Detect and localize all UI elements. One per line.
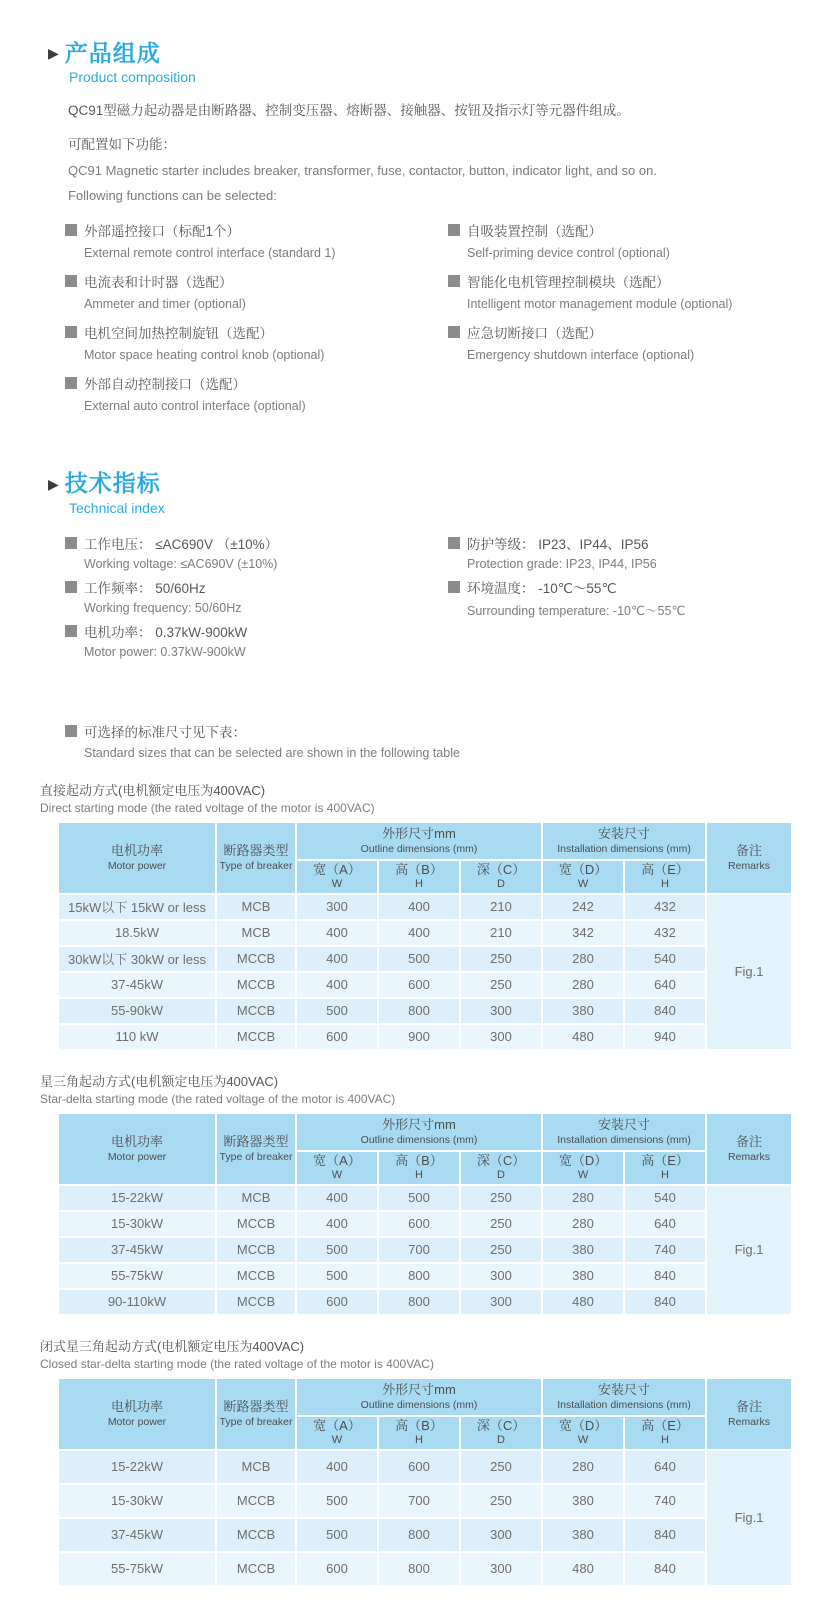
col-group-outline-dimensions-cn: 外形尺寸mm bbox=[382, 1382, 456, 1398]
col-header-breaker-type-en: Type of breaker bbox=[219, 1415, 293, 1428]
cell-dimension: 210 bbox=[461, 921, 541, 945]
cell-dimension: 250 bbox=[461, 1451, 541, 1483]
cell-breaker-type: MCB bbox=[217, 895, 295, 919]
tables-area bbox=[0, 780, 830, 1587]
section-title-en: Technical index bbox=[69, 499, 165, 516]
col-header-remarks-en: Remarks bbox=[728, 859, 771, 872]
cell-dimension: 280 bbox=[543, 1212, 623, 1236]
feature-columns bbox=[0, 220, 830, 424]
standard-sizes-note bbox=[65, 721, 830, 760]
col-header-remarks-cn: 备注 bbox=[736, 843, 763, 859]
cell-dimension: 500 bbox=[297, 999, 377, 1023]
spec-item-label-en: Working frequency: 50/60Hz bbox=[84, 600, 242, 615]
table-row bbox=[59, 1186, 791, 1210]
cell-breaker-type: MCCB bbox=[217, 1212, 295, 1236]
cell-motor-power: 110 kW bbox=[59, 1025, 215, 1049]
cell-remarks: Fig.1 bbox=[707, 895, 791, 1049]
col-header-breaker-type-en: Type of breaker bbox=[219, 1150, 293, 1163]
cell-motor-power: 30kW以下 30kW or less bbox=[59, 947, 215, 971]
col-header-breaker-type-cn: 断路器类型 bbox=[223, 1134, 289, 1150]
col-group-installation-dimensions-cn: 安装尺寸 bbox=[598, 1117, 651, 1133]
table-section-star-delta bbox=[40, 1071, 830, 1316]
cell-dimension: 480 bbox=[543, 1025, 623, 1049]
feature-item bbox=[448, 220, 830, 260]
col-subheader-height-b: 高（B） H bbox=[379, 1152, 459, 1184]
cell-dimension: 400 bbox=[297, 947, 377, 971]
cell-motor-power: 15-30kW bbox=[59, 1485, 215, 1517]
square-bullet-icon bbox=[65, 625, 77, 637]
spec-item-label-cn: 环境温度： -10℃～55℃ bbox=[467, 580, 617, 596]
col-header-motor-power-cn: 电机功率 bbox=[110, 1134, 163, 1150]
cell-dimension: 280 bbox=[543, 973, 623, 997]
col-header-remarks-en: Remarks bbox=[728, 1150, 771, 1163]
col-group-installation-dimensions bbox=[543, 1114, 705, 1150]
feature-item-label-en: Emergency shutdown interface (optional) bbox=[467, 348, 695, 363]
cell-dimension: 380 bbox=[543, 999, 623, 1023]
catalog-page bbox=[0, 40, 830, 1616]
cell-dimension: 840 bbox=[625, 1519, 705, 1551]
feature-item-label-cn: 自吸装置控制（选配） bbox=[467, 224, 602, 240]
cell-dimension: 300 bbox=[461, 1264, 541, 1288]
spec-item bbox=[448, 533, 830, 571]
table-row bbox=[59, 1238, 791, 1262]
cell-dimension: 800 bbox=[379, 1519, 459, 1551]
cell-dimension: 500 bbox=[297, 1519, 377, 1551]
section-title-cn: 技术指标 bbox=[64, 470, 161, 497]
feature-item bbox=[65, 322, 400, 362]
feature-item bbox=[448, 322, 830, 362]
note-text-cn: 可选择的标准尺寸见下表： bbox=[84, 724, 246, 740]
cell-dimension: 800 bbox=[379, 1553, 459, 1585]
col-subheader-width-d: 宽（D） W bbox=[543, 1417, 623, 1449]
cell-breaker-type: MCB bbox=[217, 1186, 295, 1210]
cell-dimension: 800 bbox=[379, 999, 459, 1023]
col-group-installation-dimensions bbox=[543, 823, 705, 859]
cell-breaker-type: MCCB bbox=[217, 1290, 295, 1314]
cell-dimension: 300 bbox=[297, 895, 377, 919]
cell-dimension: 600 bbox=[297, 1025, 377, 1049]
section-technical-index-header bbox=[48, 470, 830, 515]
feature-item-label-en: Motor space heating control knob (optional) bbox=[84, 348, 325, 363]
col-header-motor-power-cn: 电机功率 bbox=[110, 1399, 163, 1415]
col-header-breaker-type-cn: 断路器类型 bbox=[223, 843, 289, 859]
cell-motor-power: 15-22kW bbox=[59, 1186, 215, 1210]
cell-breaker-type: MCB bbox=[217, 1451, 295, 1483]
col-header-breaker-type-cn: 断路器类型 bbox=[223, 1399, 289, 1415]
cell-breaker-type: MCCB bbox=[217, 1485, 295, 1517]
cell-dimension: 500 bbox=[297, 1485, 377, 1517]
cell-dimension: 342 bbox=[543, 921, 623, 945]
table-row bbox=[59, 895, 791, 919]
feature-item-label-en: External auto control interface (optional) bbox=[84, 399, 306, 414]
table-row bbox=[59, 947, 791, 971]
square-bullet-icon bbox=[448, 224, 460, 236]
cell-breaker-type: MCCB bbox=[217, 999, 295, 1023]
cell-breaker-type: MCCB bbox=[217, 1553, 295, 1585]
cell-dimension: 400 bbox=[297, 1212, 377, 1236]
feature-item bbox=[448, 271, 830, 311]
table-header-row bbox=[59, 1114, 791, 1150]
intro-paragraph-cn-1: QC91型磁力起动器是由断路器、控制变压器、熔断器、接触器、按钮及指示灯等元器件组成。 bbox=[68, 103, 630, 119]
product-intro bbox=[68, 99, 830, 203]
section-title-en: Product composition bbox=[69, 69, 196, 86]
table-caption-cn: 闭式星三角起动方式(电机额定电压为400VAC) bbox=[40, 1338, 305, 1354]
intro-paragraph-cn-2: 可配置如下功能： bbox=[68, 137, 176, 153]
cell-dimension: 432 bbox=[625, 895, 705, 919]
col-group-installation-dimensions-cn: 安装尺寸 bbox=[598, 826, 651, 842]
cell-motor-power: 18.5kW bbox=[59, 921, 215, 945]
square-bullet-icon bbox=[448, 581, 460, 593]
feature-item-label-en: Intelligent motor management module (optional) bbox=[467, 297, 733, 312]
table-section-direct-starting bbox=[40, 780, 830, 1051]
cell-breaker-type: MCCB bbox=[217, 1025, 295, 1049]
cell-dimension: 540 bbox=[625, 947, 705, 971]
feature-item-label-cn: 外部自动控制接口（选配） bbox=[84, 377, 246, 393]
col-header-motor-power-en: Motor power bbox=[107, 1415, 167, 1428]
cell-dimension: 600 bbox=[297, 1290, 377, 1314]
cell-dimension: 250 bbox=[461, 1485, 541, 1517]
col-header-remarks bbox=[707, 1379, 791, 1449]
cell-dimension: 640 bbox=[625, 973, 705, 997]
col-header-motor-power bbox=[59, 1379, 215, 1449]
cell-motor-power: 37-45kW bbox=[59, 1519, 215, 1551]
col-subheader-height-e: 高（E） H bbox=[625, 861, 705, 893]
cell-motor-power: 55-75kW bbox=[59, 1264, 215, 1288]
spec-table-closed-star-delta bbox=[57, 1377, 793, 1587]
cell-dimension: 900 bbox=[379, 1025, 459, 1049]
col-group-outline-dimensions bbox=[297, 823, 541, 859]
cell-dimension: 300 bbox=[461, 1553, 541, 1585]
table-row bbox=[59, 1485, 791, 1517]
feature-item-label-en: Ammeter and timer (optional) bbox=[84, 297, 246, 312]
cell-dimension: 400 bbox=[297, 1451, 377, 1483]
cell-dimension: 480 bbox=[543, 1290, 623, 1314]
cell-dimension: 640 bbox=[625, 1212, 705, 1236]
col-header-remarks bbox=[707, 823, 791, 893]
col-subheader-width-a: 宽（A） W bbox=[297, 1417, 377, 1449]
square-bullet-icon bbox=[448, 326, 460, 338]
col-group-installation-dimensions bbox=[543, 1379, 705, 1415]
table-caption-cn: 星三角起动方式(电机额定电压为400VAC) bbox=[40, 1073, 279, 1089]
cell-dimension: 250 bbox=[461, 1186, 541, 1210]
col-subheader-height-b: 高（B） H bbox=[379, 1417, 459, 1449]
cell-dimension: 280 bbox=[543, 1451, 623, 1483]
cell-dimension: 480 bbox=[543, 1553, 623, 1585]
spec-item bbox=[65, 533, 400, 571]
col-subheader-width-a: 宽（A） W bbox=[297, 861, 377, 893]
feature-item-label-cn: 电机空间加热控制旋钮（选配） bbox=[84, 326, 273, 342]
table-row bbox=[59, 1553, 791, 1585]
square-bullet-icon bbox=[65, 537, 77, 549]
feature-item-label-cn: 智能化电机管理控制模块（选配） bbox=[467, 275, 670, 291]
features-left-column bbox=[65, 220, 400, 424]
col-header-remarks-en: Remarks bbox=[728, 1415, 771, 1428]
cell-motor-power: 15kW以下 15kW or less bbox=[59, 895, 215, 919]
cell-dimension: 800 bbox=[379, 1290, 459, 1314]
table-row bbox=[59, 1451, 791, 1483]
cell-motor-power: 15-22kW bbox=[59, 1451, 215, 1483]
cell-dimension: 400 bbox=[379, 921, 459, 945]
cell-remarks: Fig.1 bbox=[707, 1186, 791, 1314]
table-section-closed-star-delta bbox=[40, 1336, 830, 1587]
intro-paragraph-en-2: Following functions can be selected: bbox=[68, 188, 277, 204]
cell-dimension: 500 bbox=[297, 1238, 377, 1262]
cell-dimension: 250 bbox=[461, 973, 541, 997]
cell-motor-power: 55-90kW bbox=[59, 999, 215, 1023]
cell-breaker-type: MCB bbox=[217, 921, 295, 945]
spec-item-label-en: Motor power: 0.37kW-900kW bbox=[84, 644, 246, 659]
intro-paragraph-en-1: QC91 Magnetic starter includes breaker, transformer, fuse, contactor, button, indicator light, and so on. bbox=[68, 163, 657, 179]
spec-item bbox=[65, 621, 400, 659]
cell-dimension: 250 bbox=[461, 1238, 541, 1262]
square-bullet-icon bbox=[65, 377, 77, 389]
feature-item-label-cn: 电流表和计时器（选配） bbox=[84, 275, 233, 291]
spec-columns bbox=[0, 533, 830, 665]
col-subheader-depth-c: 深（C） D bbox=[461, 1152, 541, 1184]
square-bullet-icon bbox=[448, 537, 460, 549]
feature-item-label-cn: 外部遥控接口（标配1个） bbox=[84, 224, 241, 240]
table-row bbox=[59, 1290, 791, 1314]
cell-dimension: 300 bbox=[461, 1290, 541, 1314]
square-bullet-icon bbox=[65, 725, 77, 737]
col-header-breaker-type-en: Type of breaker bbox=[219, 859, 293, 872]
cell-dimension: 600 bbox=[379, 973, 459, 997]
feature-item bbox=[65, 271, 400, 311]
spec-item-label-en: Surrounding temperature: -10℃～55℃ bbox=[467, 603, 686, 618]
cell-dimension: 500 bbox=[379, 947, 459, 971]
col-subheader-height-e: 高（E） H bbox=[625, 1152, 705, 1184]
feature-item-label-en: External remote control interface (standard 1) bbox=[84, 246, 336, 261]
table-row bbox=[59, 1264, 791, 1288]
cell-motor-power: 15-30kW bbox=[59, 1212, 215, 1236]
col-header-motor-power-cn: 电机功率 bbox=[110, 843, 163, 859]
table-row bbox=[59, 1025, 791, 1049]
col-group-outline-dimensions-cn: 外形尺寸mm bbox=[382, 1117, 456, 1133]
cell-motor-power: 90-110kW bbox=[59, 1290, 215, 1314]
cell-dimension: 700 bbox=[379, 1238, 459, 1262]
cell-dimension: 840 bbox=[625, 1264, 705, 1288]
table-caption-en: Star-delta starting mode (the rated voltage of the motor is 400VAC) bbox=[40, 1091, 396, 1106]
col-group-outline-dimensions-en: Outline dimensions (mm) bbox=[360, 1133, 478, 1146]
cell-dimension: 432 bbox=[625, 921, 705, 945]
spec-item-label-cn: 工作频率： 50/60Hz bbox=[84, 580, 206, 596]
spec-item-label-cn: 防护等级： IP23、IP44、IP56 bbox=[467, 536, 649, 552]
col-header-remarks bbox=[707, 1114, 791, 1184]
cell-dimension: 840 bbox=[625, 999, 705, 1023]
col-header-motor-power-en: Motor power bbox=[107, 1150, 167, 1163]
table-header-row bbox=[59, 1379, 791, 1415]
col-group-outline-dimensions bbox=[297, 1379, 541, 1415]
table-row bbox=[59, 1212, 791, 1236]
spec-item-label-en: Protection grade: IP23, IP44, IP56 bbox=[467, 556, 657, 571]
cell-motor-power: 37-45kW bbox=[59, 1238, 215, 1262]
col-header-remarks-cn: 备注 bbox=[736, 1134, 763, 1150]
col-header-motor-power bbox=[59, 1114, 215, 1184]
cell-dimension: 300 bbox=[461, 1519, 541, 1551]
cell-dimension: 380 bbox=[543, 1485, 623, 1517]
specs-right-column bbox=[448, 533, 830, 665]
spec-item-label-en: Working voltage: ≤AC690V (±10%) bbox=[84, 556, 278, 571]
cell-dimension: 210 bbox=[461, 895, 541, 919]
col-group-outline-dimensions-en: Outline dimensions (mm) bbox=[360, 1398, 478, 1411]
square-bullet-icon bbox=[65, 275, 77, 287]
col-group-installation-dimensions-en: Installation dimensions (mm) bbox=[557, 1133, 691, 1146]
table-row bbox=[59, 973, 791, 997]
col-header-breaker-type bbox=[217, 823, 295, 893]
col-header-remarks-cn: 备注 bbox=[736, 1399, 763, 1415]
col-subheader-height-e: 高（E） H bbox=[625, 1417, 705, 1449]
table-row bbox=[59, 999, 791, 1023]
spec-item-label-cn: 工作电压： ≤AC690V （±10%） bbox=[84, 536, 279, 552]
col-subheader-depth-c: 深（C） D bbox=[461, 861, 541, 893]
col-header-breaker-type bbox=[217, 1379, 295, 1449]
section-title-cn: 产品组成 bbox=[64, 40, 161, 66]
table-header-row bbox=[59, 823, 791, 859]
specs-left-column bbox=[65, 533, 400, 665]
col-group-installation-dimensions-en: Installation dimensions (mm) bbox=[557, 1398, 691, 1411]
cell-dimension: 242 bbox=[543, 895, 623, 919]
cell-dimension: 280 bbox=[543, 1186, 623, 1210]
col-group-outline-dimensions-cn: 外形尺寸mm bbox=[382, 826, 456, 842]
cell-breaker-type: MCCB bbox=[217, 1238, 295, 1262]
feature-item bbox=[65, 373, 400, 413]
table-caption-en: Direct starting mode (the rated voltage of the motor is 400VAC) bbox=[40, 800, 375, 815]
cell-breaker-type: MCCB bbox=[217, 1519, 295, 1551]
col-header-motor-power bbox=[59, 823, 215, 893]
cell-dimension: 250 bbox=[461, 947, 541, 971]
table-row bbox=[59, 1519, 791, 1551]
cell-motor-power: 37-45kW bbox=[59, 973, 215, 997]
cell-dimension: 380 bbox=[543, 1519, 623, 1551]
spec-table-star-delta bbox=[57, 1112, 793, 1316]
cell-dimension: 940 bbox=[625, 1025, 705, 1049]
table-row bbox=[59, 921, 791, 945]
table-caption-en: Closed star-delta starting mode (the rated voltage of the motor is 400VAC) bbox=[40, 1356, 434, 1371]
cell-motor-power: 55-75kW bbox=[59, 1553, 215, 1585]
cell-dimension: 600 bbox=[379, 1212, 459, 1236]
cell-breaker-type: MCCB bbox=[217, 973, 295, 997]
cell-dimension: 700 bbox=[379, 1485, 459, 1517]
spec-item bbox=[448, 577, 830, 619]
col-header-motor-power-en: Motor power bbox=[107, 859, 167, 872]
col-group-outline-dimensions-en: Outline dimensions (mm) bbox=[360, 842, 478, 855]
square-bullet-icon bbox=[65, 326, 77, 338]
cell-dimension: 400 bbox=[379, 895, 459, 919]
spec-item bbox=[65, 577, 400, 615]
col-header-breaker-type bbox=[217, 1114, 295, 1184]
cell-dimension: 600 bbox=[379, 1451, 459, 1483]
spec-table-direct-starting bbox=[57, 821, 793, 1051]
cell-dimension: 300 bbox=[461, 1025, 541, 1049]
cell-dimension: 600 bbox=[297, 1553, 377, 1585]
cell-remarks: Fig.1 bbox=[707, 1451, 791, 1585]
col-group-installation-dimensions-cn: 安装尺寸 bbox=[598, 1382, 651, 1398]
col-group-installation-dimensions-en: Installation dimensions (mm) bbox=[557, 842, 691, 855]
cell-dimension: 400 bbox=[297, 1186, 377, 1210]
feature-item bbox=[65, 220, 400, 260]
cell-dimension: 500 bbox=[297, 1264, 377, 1288]
cell-dimension: 740 bbox=[625, 1238, 705, 1262]
feature-item-label-en: Self-priming device control (optional) bbox=[467, 246, 670, 261]
feature-item-label-cn: 应急切断接口（选配） bbox=[467, 326, 602, 342]
col-subheader-height-b: 高（B） H bbox=[379, 861, 459, 893]
square-bullet-icon bbox=[448, 275, 460, 287]
square-bullet-icon bbox=[65, 581, 77, 593]
section-arrow-icon: ▶ bbox=[48, 475, 59, 492]
cell-dimension: 840 bbox=[625, 1553, 705, 1585]
cell-dimension: 280 bbox=[543, 947, 623, 971]
cell-dimension: 300 bbox=[461, 999, 541, 1023]
note-text-en: Standard sizes that can be selected are shown in the following table bbox=[84, 745, 460, 760]
square-bullet-icon bbox=[65, 224, 77, 236]
cell-dimension: 840 bbox=[625, 1290, 705, 1314]
cell-breaker-type: MCCB bbox=[217, 947, 295, 971]
section-arrow-icon: ▶ bbox=[48, 45, 59, 62]
cell-dimension: 380 bbox=[543, 1238, 623, 1262]
cell-dimension: 500 bbox=[379, 1186, 459, 1210]
cell-breaker-type: MCCB bbox=[217, 1264, 295, 1288]
cell-dimension: 400 bbox=[297, 973, 377, 997]
cell-dimension: 640 bbox=[625, 1451, 705, 1483]
col-group-outline-dimensions bbox=[297, 1114, 541, 1150]
spec-item-label-cn: 电机功率： 0.37kW-900kW bbox=[84, 624, 248, 640]
col-subheader-width-a: 宽（A） W bbox=[297, 1152, 377, 1184]
col-subheader-width-d: 宽（D） W bbox=[543, 861, 623, 893]
cell-dimension: 540 bbox=[625, 1186, 705, 1210]
col-subheader-depth-c: 深（C） D bbox=[461, 1417, 541, 1449]
cell-dimension: 400 bbox=[297, 921, 377, 945]
section-product-composition-header bbox=[48, 40, 830, 85]
table-caption-cn: 直接起动方式(电机额定电压为400VAC) bbox=[40, 782, 266, 798]
cell-dimension: 740 bbox=[625, 1485, 705, 1517]
cell-dimension: 380 bbox=[543, 1264, 623, 1288]
cell-dimension: 250 bbox=[461, 1212, 541, 1236]
col-subheader-width-d: 宽（D） W bbox=[543, 1152, 623, 1184]
features-right-column bbox=[448, 220, 830, 424]
cell-dimension: 800 bbox=[379, 1264, 459, 1288]
